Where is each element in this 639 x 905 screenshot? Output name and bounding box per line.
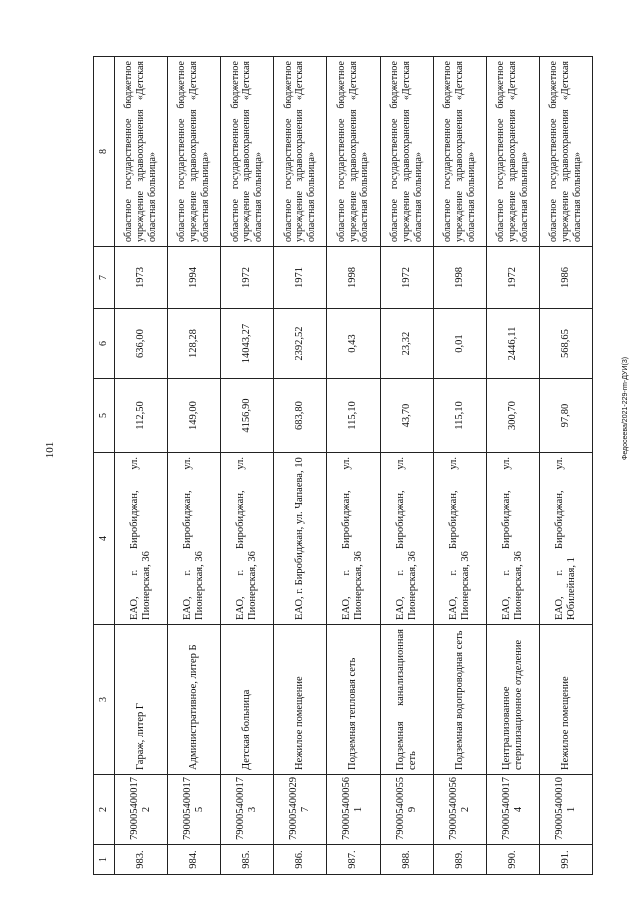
year-cell: 1986 bbox=[539, 247, 592, 309]
table-row bbox=[115, 57, 168, 875]
year-cell: 1972 bbox=[486, 247, 539, 309]
table-row bbox=[327, 57, 380, 875]
value-cell: 0,43 bbox=[327, 309, 380, 379]
column-header: 3 bbox=[94, 625, 115, 775]
address-cell: ЕАО, г. Биробиджан, ул. Пионерская, 36 bbox=[433, 453, 486, 625]
row-number-cell: 987. bbox=[327, 845, 380, 875]
year-cell: 1971 bbox=[274, 247, 327, 309]
row-number-cell: 991. bbox=[539, 845, 592, 875]
value-cell: 0,01 bbox=[433, 309, 486, 379]
year-cell: 1998 bbox=[327, 247, 380, 309]
row-number-cell: 990. bbox=[486, 845, 539, 875]
holder-cell: областное государственное бюджетное учреждение здравоохранения «Детская областная больница» bbox=[327, 57, 380, 247]
value-cell: 2392,52 bbox=[274, 309, 327, 379]
address-cell: ЕАО, г. Биробиджан, ул. Пионерская, 36 bbox=[168, 453, 221, 625]
column-header: 8 bbox=[94, 57, 115, 247]
column-header: 1 bbox=[94, 845, 115, 875]
area-cell: 115,10 bbox=[433, 379, 486, 453]
area-cell: 149,00 bbox=[168, 379, 221, 453]
column-number-row bbox=[94, 57, 115, 875]
table-row bbox=[380, 57, 433, 875]
registry-code-cell: 790005400029 7 bbox=[274, 775, 327, 845]
page-number: 101 bbox=[44, 441, 56, 459]
holder-cell: областное государственное бюджетное учреждение здравоохранения «Детская областная больница» bbox=[274, 57, 327, 247]
address-cell: ЕАО, г. Биробиджан, ул. Пионерская, 36 bbox=[115, 453, 168, 625]
table-row bbox=[274, 57, 327, 875]
address-cell: ЕАО, г. Биробиджан, ул. Юбилейная, 1 bbox=[539, 453, 592, 625]
column-header: 7 bbox=[94, 247, 115, 309]
value-cell: 23,32 bbox=[380, 309, 433, 379]
footer-document-code: Федосеева/2021-229-rm-ДУИ(3) bbox=[622, 356, 629, 460]
area-cell: 300,70 bbox=[486, 379, 539, 453]
address-cell: ЕАО, г. Биробиджан, ул. Пионерская, 36 bbox=[380, 453, 433, 625]
area-cell: 683,80 bbox=[274, 379, 327, 453]
row-number-cell: 988. bbox=[380, 845, 433, 875]
column-header: 2 bbox=[94, 775, 115, 845]
address-cell: ЕАО, г. Биробиджан, ул. Пионерская, 36 bbox=[486, 453, 539, 625]
object-name-cell: Детская больница bbox=[221, 625, 274, 775]
row-number-cell: 984. bbox=[168, 845, 221, 875]
column-header: 5 bbox=[94, 379, 115, 453]
object-name-cell: Нежилое помещение bbox=[274, 625, 327, 775]
area-cell: 4156,90 bbox=[221, 379, 274, 453]
value-cell: 14043,27 bbox=[221, 309, 274, 379]
object-name-cell: Нежилое помещение bbox=[539, 625, 592, 775]
holder-cell: областное государственное бюджетное учреждение здравоохранения «Детская областная больница» bbox=[486, 57, 539, 247]
registry-code-cell: 790005400017 5 bbox=[168, 775, 221, 845]
address-cell: ЕАО, г. Биробиджан, ул. Пионерская, 36 bbox=[327, 453, 380, 625]
address-cell: ЕАО, г. Биробиджан, ул. Пионерская, 36 bbox=[221, 453, 274, 625]
area-cell: 43,70 bbox=[380, 379, 433, 453]
row-number-cell: 985. bbox=[221, 845, 274, 875]
holder-cell: областное государственное бюджетное учреждение здравоохранения «Детская областная больница» bbox=[539, 57, 592, 247]
object-name-cell: Подземная водопроводная сеть bbox=[433, 625, 486, 775]
property-registry-table bbox=[93, 56, 593, 875]
holder-cell: областное государственное бюджетное учреждение здравоохранения «Детская областная больница» bbox=[380, 57, 433, 247]
column-header: 4 bbox=[94, 453, 115, 625]
table-row bbox=[539, 57, 592, 875]
holder-cell: областное государственное бюджетное учреждение здравоохранения «Детская областная больница» bbox=[168, 57, 221, 247]
registry-code-cell: 790005400010 1 bbox=[539, 775, 592, 845]
object-name-cell: Подземная канализационная сеть bbox=[380, 625, 433, 775]
table-row bbox=[433, 57, 486, 875]
row-number-cell: 983. bbox=[115, 845, 168, 875]
year-cell: 1994 bbox=[168, 247, 221, 309]
year-cell: 1998 bbox=[433, 247, 486, 309]
table-row bbox=[168, 57, 221, 875]
area-cell: 112,50 bbox=[115, 379, 168, 453]
column-header: 6 bbox=[94, 309, 115, 379]
object-name-cell: Централизованное стерилизационное отделение bbox=[486, 625, 539, 775]
registry-code-cell: 790005400055 9 bbox=[380, 775, 433, 845]
registry-code-cell: 790005400017 4 bbox=[486, 775, 539, 845]
area-cell: 115,10 bbox=[327, 379, 380, 453]
value-cell: 128,28 bbox=[168, 309, 221, 379]
holder-cell: областное государственное бюджетное учреждение здравоохранения «Детская областная больница» bbox=[433, 57, 486, 247]
row-number-cell: 986. bbox=[274, 845, 327, 875]
value-cell: 568,65 bbox=[539, 309, 592, 379]
registry-code-cell: 790005400017 2 bbox=[115, 775, 168, 845]
registry-code-cell: 790005400017 3 bbox=[221, 775, 274, 845]
year-cell: 1972 bbox=[380, 247, 433, 309]
year-cell: 1973 bbox=[115, 247, 168, 309]
value-cell: 2446,11 bbox=[486, 309, 539, 379]
registry-code-cell: 790005400056 2 bbox=[433, 775, 486, 845]
registry-table-container bbox=[93, 57, 593, 875]
year-cell: 1972 bbox=[221, 247, 274, 309]
table-row bbox=[486, 57, 539, 875]
object-name-cell: Гараж, литер Г bbox=[115, 625, 168, 775]
value-cell: 636,00 bbox=[115, 309, 168, 379]
object-name-cell: Подземная тепловая сеть bbox=[327, 625, 380, 775]
holder-cell: областное государственное бюджетное учреждение здравоохранения «Детская областная больница» bbox=[115, 57, 168, 247]
row-number-cell: 989. bbox=[433, 845, 486, 875]
table-body bbox=[115, 57, 593, 875]
registry-code-cell: 790005400056 1 bbox=[327, 775, 380, 845]
table-row bbox=[221, 57, 274, 875]
holder-cell: областное государственное бюджетное учреждение здравоохранения «Детская областная больница» bbox=[221, 57, 274, 247]
area-cell: 97,80 bbox=[539, 379, 592, 453]
address-cell: ЕАО, г. Биробиджан, ул. Чапаева, 10 bbox=[274, 453, 327, 625]
object-name-cell: Административное, литер Б bbox=[168, 625, 221, 775]
